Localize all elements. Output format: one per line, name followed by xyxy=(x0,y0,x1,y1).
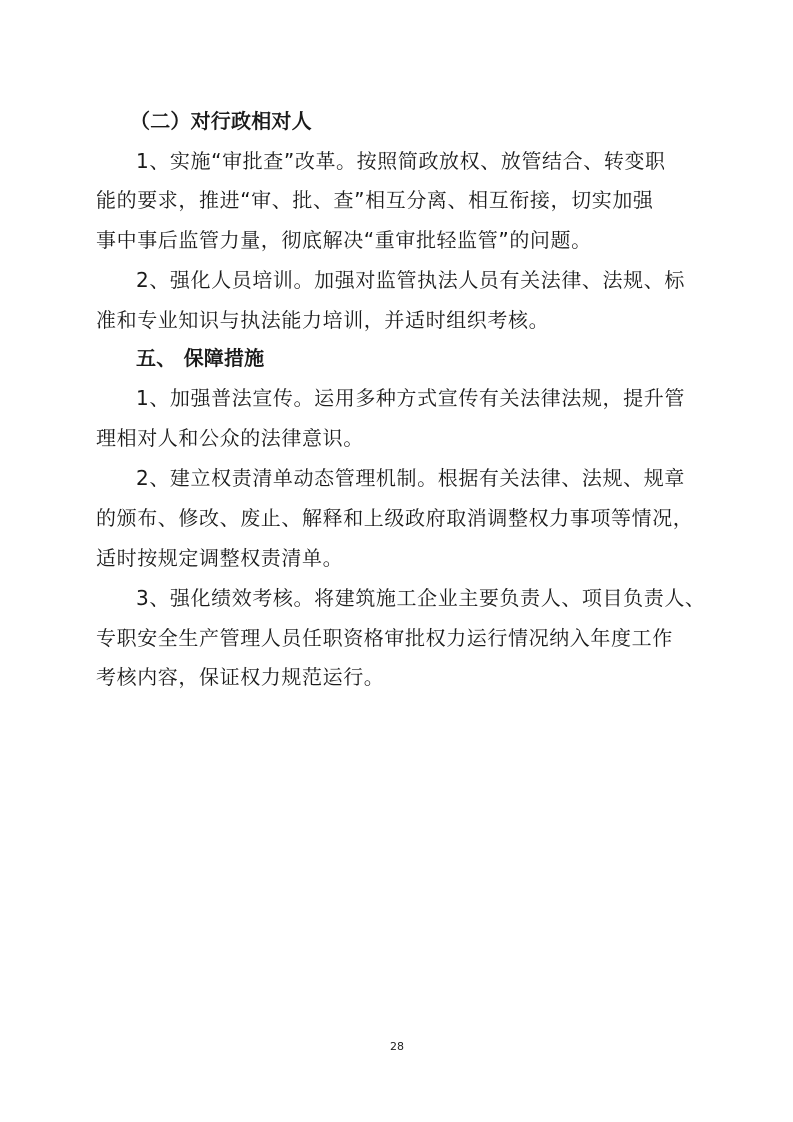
paragraph-line: 2、建立权责清单动态管理机制。根据有关法律、法规、规章 xyxy=(136,466,685,490)
page-number: 28 xyxy=(390,1040,404,1053)
paragraph-line: 理相对人和公众的法律意识。 xyxy=(96,426,364,450)
paragraph-line: 1、加强普法宣传。运用多种方式宣传有关法律法规，提升管 xyxy=(136,386,685,410)
paragraph-line: 的颁布、修改、废止、解释和上级政府取消调整权力事项等情况， xyxy=(96,506,694,530)
section-heading: （二）对行政相对人 xyxy=(130,109,312,133)
paragraph-line: 适时按规定调整权责清单。 xyxy=(96,546,344,570)
section5-heading: 五、 保障措施 xyxy=(136,346,265,370)
paragraph-line: 专职安全生产管理人员任职资格审批权力运行情况纳入年度工作 xyxy=(96,626,673,650)
paragraph-line: 准和专业知识与执法能力培训，并适时组织考核。 xyxy=(96,308,550,332)
paragraph-line: 事中事后监管力量，彻底解决“重审批轻监管”的问题。 xyxy=(96,228,592,252)
paragraph-line: 3、强化绩效考核。将建筑施工企业主要负责人、项目负责人、 xyxy=(136,586,706,610)
paragraph-line: 能的要求，推进“审、批、查”相互分离、相互衔接，切实加强 xyxy=(96,188,654,212)
paragraph-line: 考核内容，保证权力规范运行。 xyxy=(96,665,385,689)
paragraph-line: 1、实施“审批查”改革。按照简政放权、放管结合、转变职 xyxy=(136,149,666,173)
paragraph-line: 2、强化人员培训。加强对监管执法人员有关法律、法规、标 xyxy=(136,268,685,292)
